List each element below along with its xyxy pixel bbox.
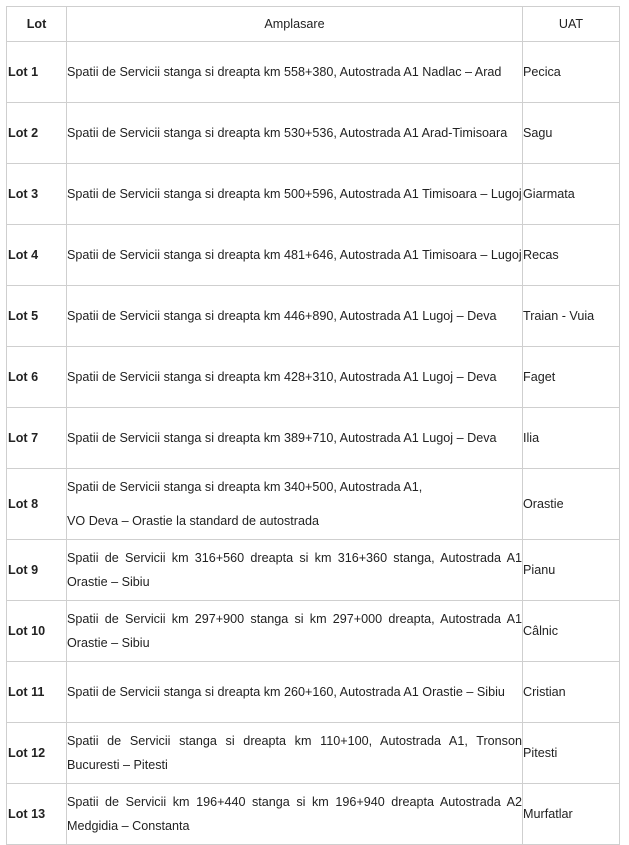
amplasare-cell: Spatii de Servicii km 316+560 dreapta si km 316+360 stanga, Autostrada A1 Orastie – Sibiu (67, 540, 523, 601)
lots-table (6, 6, 620, 845)
table-row (7, 469, 620, 540)
uat-cell: Pianu (523, 540, 620, 601)
amplasare-cell: Spatii de Servicii stanga si dreapta km 481+646, Autostrada A1 Timisoara – Lugoj (67, 225, 523, 286)
table-row (7, 540, 620, 601)
amplasare-cell: Spatii de Servicii stanga si dreapta km 260+160, Autostrada A1 Orastie – Sibiu (67, 662, 523, 723)
amplasare-line-2: VO Deva – Orastie la standard de autostrada (67, 514, 320, 528)
uat-cell: Ilia (523, 408, 620, 469)
lot-cell: Lot 2 (7, 103, 67, 164)
lot-cell: Lot 12 (7, 723, 67, 784)
table-row (7, 164, 620, 225)
lot-cell: Lot 13 (7, 784, 67, 845)
lot-cell: Lot 10 (7, 601, 67, 662)
table-row (7, 723, 620, 784)
table-row (7, 408, 620, 469)
lot-cell: Lot 6 (7, 347, 67, 408)
uat-cell: Cristian (523, 662, 620, 723)
table-row (7, 42, 620, 103)
amplasare-cell: Spatii de Servicii stanga si dreapta km 110+100, Autostrada A1, Tronson Bucuresti – Pitesti (67, 723, 523, 784)
lot-cell: Lot 5 (7, 286, 67, 347)
amplasare-cell: Spatii de Servicii km 297+900 stanga si km 297+000 dreapta, Autostrada A1 Orastie – Sibiu (67, 601, 523, 662)
table-row (7, 601, 620, 662)
uat-cell: Giarmata (523, 164, 620, 225)
uat-cell: Sagu (523, 103, 620, 164)
uat-cell: Murfatlar (523, 784, 620, 845)
lot-cell: Lot 9 (7, 540, 67, 601)
lot-cell: Lot 4 (7, 225, 67, 286)
amplasare-cell (67, 469, 523, 540)
amplasare-cell: Spatii de Servicii stanga si dreapta km 530+536, Autostrada A1 Arad-Timisoara (67, 103, 523, 164)
lot-cell: Lot 8 (7, 469, 67, 540)
lot-cell: Lot 3 (7, 164, 67, 225)
uat-cell: Traian - Vuia (523, 286, 620, 347)
uat-cell: Faget (523, 347, 620, 408)
uat-cell: Câlnic (523, 601, 620, 662)
uat-cell: Pitesti (523, 723, 620, 784)
column-header-uat: UAT (523, 7, 620, 42)
lot-cell: Lot 1 (7, 42, 67, 103)
table-row (7, 286, 620, 347)
column-header-lot: Lot (7, 7, 67, 42)
amplasare-cell: Spatii de Servicii stanga si dreapta km 389+710, Autostrada A1 Lugoj – Deva (67, 408, 523, 469)
amplasare-cell: Spatii de Servicii stanga si dreapta km 558+380, Autostrada A1 Nadlac – Arad (67, 42, 523, 103)
table-row (7, 103, 620, 164)
amplasare-cell: Spatii de Servicii stanga si dreapta km 446+890, Autostrada A1 Lugoj – Deva (67, 286, 523, 347)
uat-cell: Orastie (523, 469, 620, 540)
uat-cell: Pecica (523, 42, 620, 103)
amplasare-cell: Spatii de Servicii stanga si dreapta km 428+310, Autostrada A1 Lugoj – Deva (67, 347, 523, 408)
column-header-amplasare: Amplasare (67, 7, 523, 42)
table-row (7, 784, 620, 845)
table-row (7, 225, 620, 286)
table-row (7, 347, 620, 408)
amplasare-cell: Spatii de Servicii km 196+440 stanga si km 196+940 dreapta Autostrada A2 Medgidia – Constanta (67, 784, 523, 845)
lot-cell: Lot 11 (7, 662, 67, 723)
table-header-row (7, 7, 620, 42)
table-row (7, 662, 620, 723)
lot-cell: Lot 7 (7, 408, 67, 469)
amplasare-cell: Spatii de Servicii stanga si dreapta km 500+596, Autostrada A1 Timisoara – Lugoj (67, 164, 523, 225)
uat-cell: Recas (523, 225, 620, 286)
amplasare-line-1: Spatii de Servicii stanga si dreapta km 340+500, Autostrada A1, (67, 479, 423, 494)
